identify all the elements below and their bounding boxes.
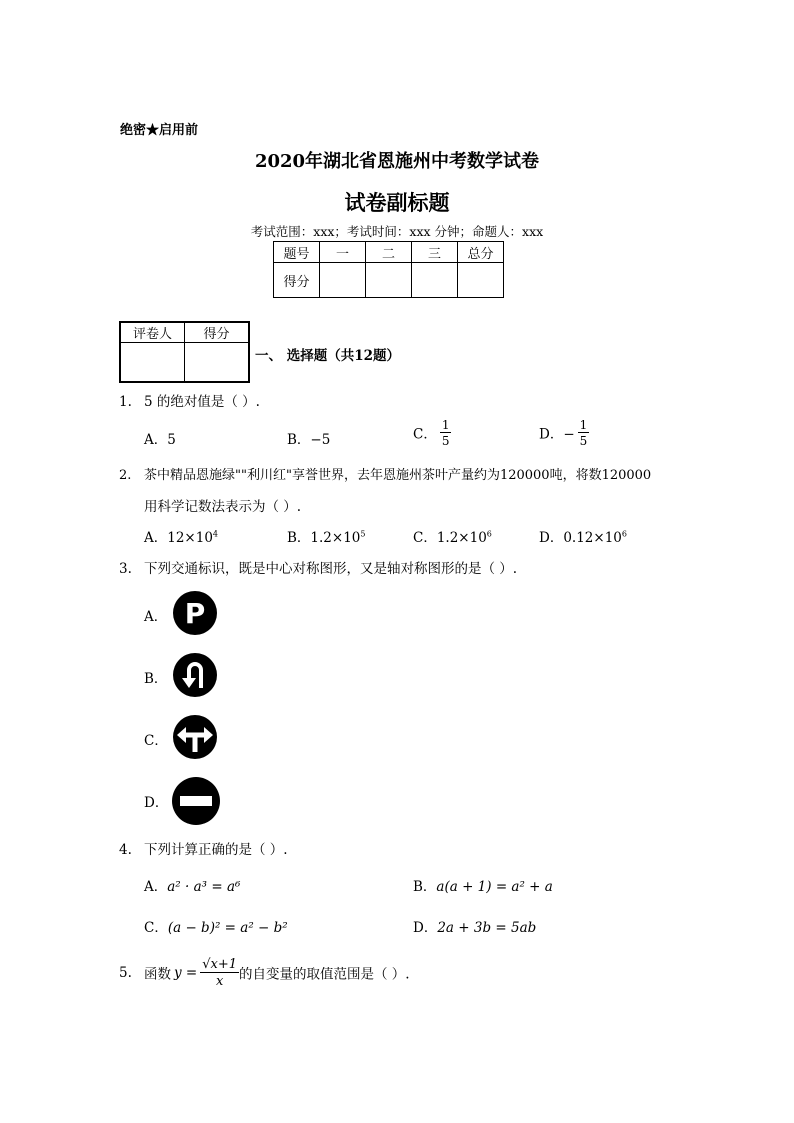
q4-option-c-label: C． — [144, 920, 168, 936]
parking-sign-icon — [172, 590, 218, 636]
q2-option-d-text: D．0.12×10 — [539, 530, 622, 546]
left-right-turn-sign-icon — [172, 714, 218, 760]
q4-option-b — [413, 875, 553, 895]
question-4 — [119, 838, 288, 858]
q1-option-d — [539, 418, 589, 447]
question-1 — [119, 390, 260, 410]
q4-option-c-expr: (a − b)² = a² − b² — [167, 920, 288, 936]
q2-option-c-text: C．1.2×10 — [413, 530, 487, 546]
fraction-denominator: x — [215, 974, 224, 989]
fraction — [578, 418, 590, 447]
score-header-2: 二 — [366, 242, 412, 263]
grader-score-cell[interactable] — [185, 343, 250, 383]
score-table — [273, 241, 504, 298]
exponent: 5 — [360, 529, 366, 539]
confidential-mark: 绝密★启用前 — [120, 123, 199, 138]
exam-title: 2020年湖北省恩施州中考数学试卷 — [254, 151, 540, 172]
q4-option-d — [413, 916, 536, 936]
q2-option-b-text: B．1.2×10 — [287, 530, 361, 546]
function-lhs: y = — [174, 964, 198, 981]
question-3 — [119, 557, 517, 577]
q2-option-d — [539, 526, 627, 546]
exam-info: 考试范围：xxx；考试时间：xxx 分钟；命题人：xxx — [250, 224, 544, 239]
question-text: 下列交通标识，既是中心对称图形，又是轴对称图形的是（ ）. — [144, 561, 518, 577]
question-5 — [119, 957, 410, 988]
score-cell[interactable] — [320, 263, 366, 298]
question-number: 5. — [119, 964, 132, 981]
parking-sign-glyph: P — [184, 597, 206, 630]
score-header-total: 总分 — [458, 242, 504, 263]
q2-option-a — [144, 526, 218, 546]
q2-option-b — [287, 526, 365, 546]
fraction-denominator: 5 — [579, 434, 588, 448]
grader-table — [119, 321, 250, 383]
question-text: 5 的绝对值是（ ）. — [144, 394, 260, 410]
q2-option-a-text: A．12×10 — [144, 530, 213, 546]
fraction-numerator: 1 — [579, 418, 588, 432]
question-text-post: 的自变量的取值范围是（ ）. — [239, 966, 410, 983]
q1-option-c-label: C． — [413, 426, 437, 443]
q3-option-d-label: D． — [144, 795, 169, 811]
fraction-denominator: 5 — [441, 434, 450, 448]
grader-header: 评卷人 — [120, 322, 185, 343]
question-2-cont: 用科学记数法表示为（ ）. — [144, 499, 302, 515]
function-fraction — [200, 957, 239, 988]
q4-option-d-label: D． — [413, 920, 438, 936]
fraction-numerator: 1 — [441, 418, 450, 432]
grader-score-header: 得分 — [185, 322, 250, 343]
score-cell[interactable] — [412, 263, 458, 298]
q4-option-b-label: B． — [413, 879, 437, 895]
question-2 — [119, 464, 651, 483]
question-number: 4. — [119, 842, 132, 858]
score-cell[interactable] — [366, 263, 412, 298]
q1-option-d-label: D．− — [539, 426, 575, 443]
q3-option-c-label: C． — [144, 733, 168, 749]
grader-cell[interactable] — [120, 343, 185, 383]
q4-option-a — [144, 875, 240, 895]
score-header-3: 三 — [412, 242, 458, 263]
question-number: 2. — [119, 468, 132, 483]
q4-option-a-expr: a² · a³ = a⁶ — [167, 879, 241, 895]
exponent: 6 — [621, 529, 627, 539]
score-row-label: 得分 — [274, 263, 320, 298]
score-header-1: 一 — [320, 242, 366, 263]
question-number: 3. — [119, 561, 132, 577]
section-title: 一、 选择题（共12题） — [255, 348, 400, 364]
score-cell[interactable] — [458, 263, 504, 298]
q1-option-c — [413, 418, 451, 447]
q4-option-b-expr: a(a + 1) = a² + a — [436, 879, 553, 895]
q3-option-b-label: B． — [144, 671, 168, 687]
exam-subtitle: 试卷副标题 — [344, 190, 450, 215]
q4-option-a-label: A． — [144, 879, 168, 895]
question-number: 1. — [119, 394, 132, 410]
q1-option-b: B．−5 — [287, 432, 331, 448]
q4-option-c — [144, 916, 288, 936]
exponent: 4 — [212, 529, 219, 539]
question-text: 茶中精品恩施绿""利川红"享誉世界，去年恩施州茶叶产量约为120000吨，将数120000 — [144, 468, 652, 483]
no-entry-sign-icon — [171, 776, 221, 826]
q1-option-a: A．5 — [144, 432, 176, 448]
question-text: 下列计算正确的是（ ）. — [144, 842, 288, 858]
q4-option-d-expr: 2a + 3b = 5ab — [437, 920, 537, 936]
q2-option-c — [413, 526, 492, 546]
u-turn-sign-icon — [172, 652, 218, 698]
q3-option-a-label: A． — [144, 609, 168, 625]
question-text-pre: 函数 — [144, 966, 171, 983]
fraction-numerator: √x+1 — [202, 957, 238, 972]
exponent: 6 — [486, 529, 492, 539]
fraction — [440, 418, 452, 447]
score-header-label: 题号 — [274, 242, 320, 263]
